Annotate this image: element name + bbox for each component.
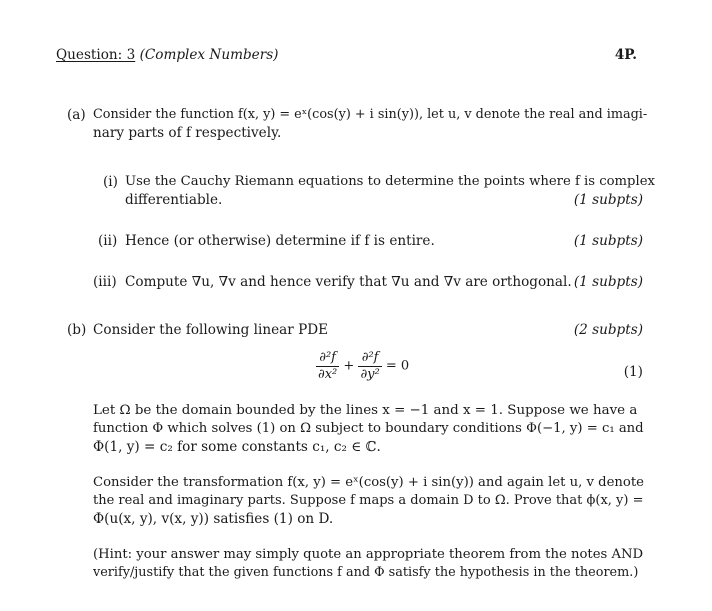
part-a-intro-line2: nary parts of f respectively. xyxy=(93,125,282,141)
part-b-hint xyxy=(93,546,644,582)
part-b-para1 xyxy=(93,402,644,456)
eq-den-1: ∂x² xyxy=(318,367,338,382)
question-points: 4P. xyxy=(614,47,637,63)
part-a-intro-line1: Consider the function f(x, y) = eˣ(cos(y) + i sin(y)), let u, v denote the real and imagi- xyxy=(93,107,648,122)
eq-plus: + xyxy=(343,358,355,374)
para1-line1: Let Ω be the domain bounded by the lines x = −1 and x = 1. Suppose we have a xyxy=(93,403,638,418)
eq-rhs: = 0 xyxy=(385,358,410,374)
part-b-intro: Consider the following linear PDE xyxy=(93,322,329,338)
pde-equation xyxy=(316,350,409,392)
part-a-ii-points: (1 subpts) xyxy=(573,233,643,249)
part-b-points: (2 subpts) xyxy=(573,322,643,338)
eq-den-2: ∂y² xyxy=(360,367,380,382)
part-b-label: (b) xyxy=(67,322,87,338)
part-a-i-line2: differentiable. xyxy=(125,192,223,208)
eq-fraction-yy xyxy=(358,350,381,383)
eq-fraction-xx xyxy=(316,350,339,383)
part-b-para2 xyxy=(93,474,644,528)
para1-line2: function Φ which solves (1) on Ω subject to boundary conditions Φ(−1, y) = c₁ and xyxy=(93,421,644,436)
part-a-ii-label: (ii) xyxy=(98,233,118,249)
question-label: Question: 3 xyxy=(56,47,136,63)
hint-line1: (Hint: your answer may simply quote an appropriate theorem from the notes AND xyxy=(93,547,644,562)
para2-line3: Φ(u(x, y), v(x, y)) satisfies (1) on D. xyxy=(93,511,334,527)
para2-line1: Consider the transformation f(x, y) = eˣ(cos(y) + i sin(y)) and again let u, v denote xyxy=(93,475,644,490)
eq-number: (1) xyxy=(623,364,643,380)
hint-line2: verify/justify that the given functions f and Φ satisfy the hypothesis in the theorem.) xyxy=(93,565,639,580)
part-a-i-points: (1 subpts) xyxy=(573,192,643,208)
part-a-i-line1: Use the Cauchy Riemann equations to determine the points where f is complex xyxy=(125,174,655,189)
para1-line3: Φ(1, y) = c₂ for some constants c₁, c₂ ∈ ℂ. xyxy=(93,439,381,455)
part-a-iii-line1: Compute ∇u, ∇v and hence verify that ∇u and ∇v are orthogonal. xyxy=(125,274,572,290)
part-a-i-label: (i) xyxy=(103,174,118,190)
part-a-iii-points: (1 subpts) xyxy=(573,274,643,290)
question-topic: (Complex Numbers) xyxy=(139,47,279,63)
eq-num-2: ∂²f xyxy=(358,350,381,367)
part-a-ii-line1: Hence (or otherwise) determine if f is entire. xyxy=(125,233,435,249)
part-a-label: (a) xyxy=(67,107,86,123)
eq-num-1: ∂²f xyxy=(316,350,339,367)
para2-line2: the real and imaginary parts. Suppose f maps a domain D to Ω. Prove that ϕ(x, y) = xyxy=(93,493,644,508)
part-a-iii-label: (iii) xyxy=(93,274,117,290)
